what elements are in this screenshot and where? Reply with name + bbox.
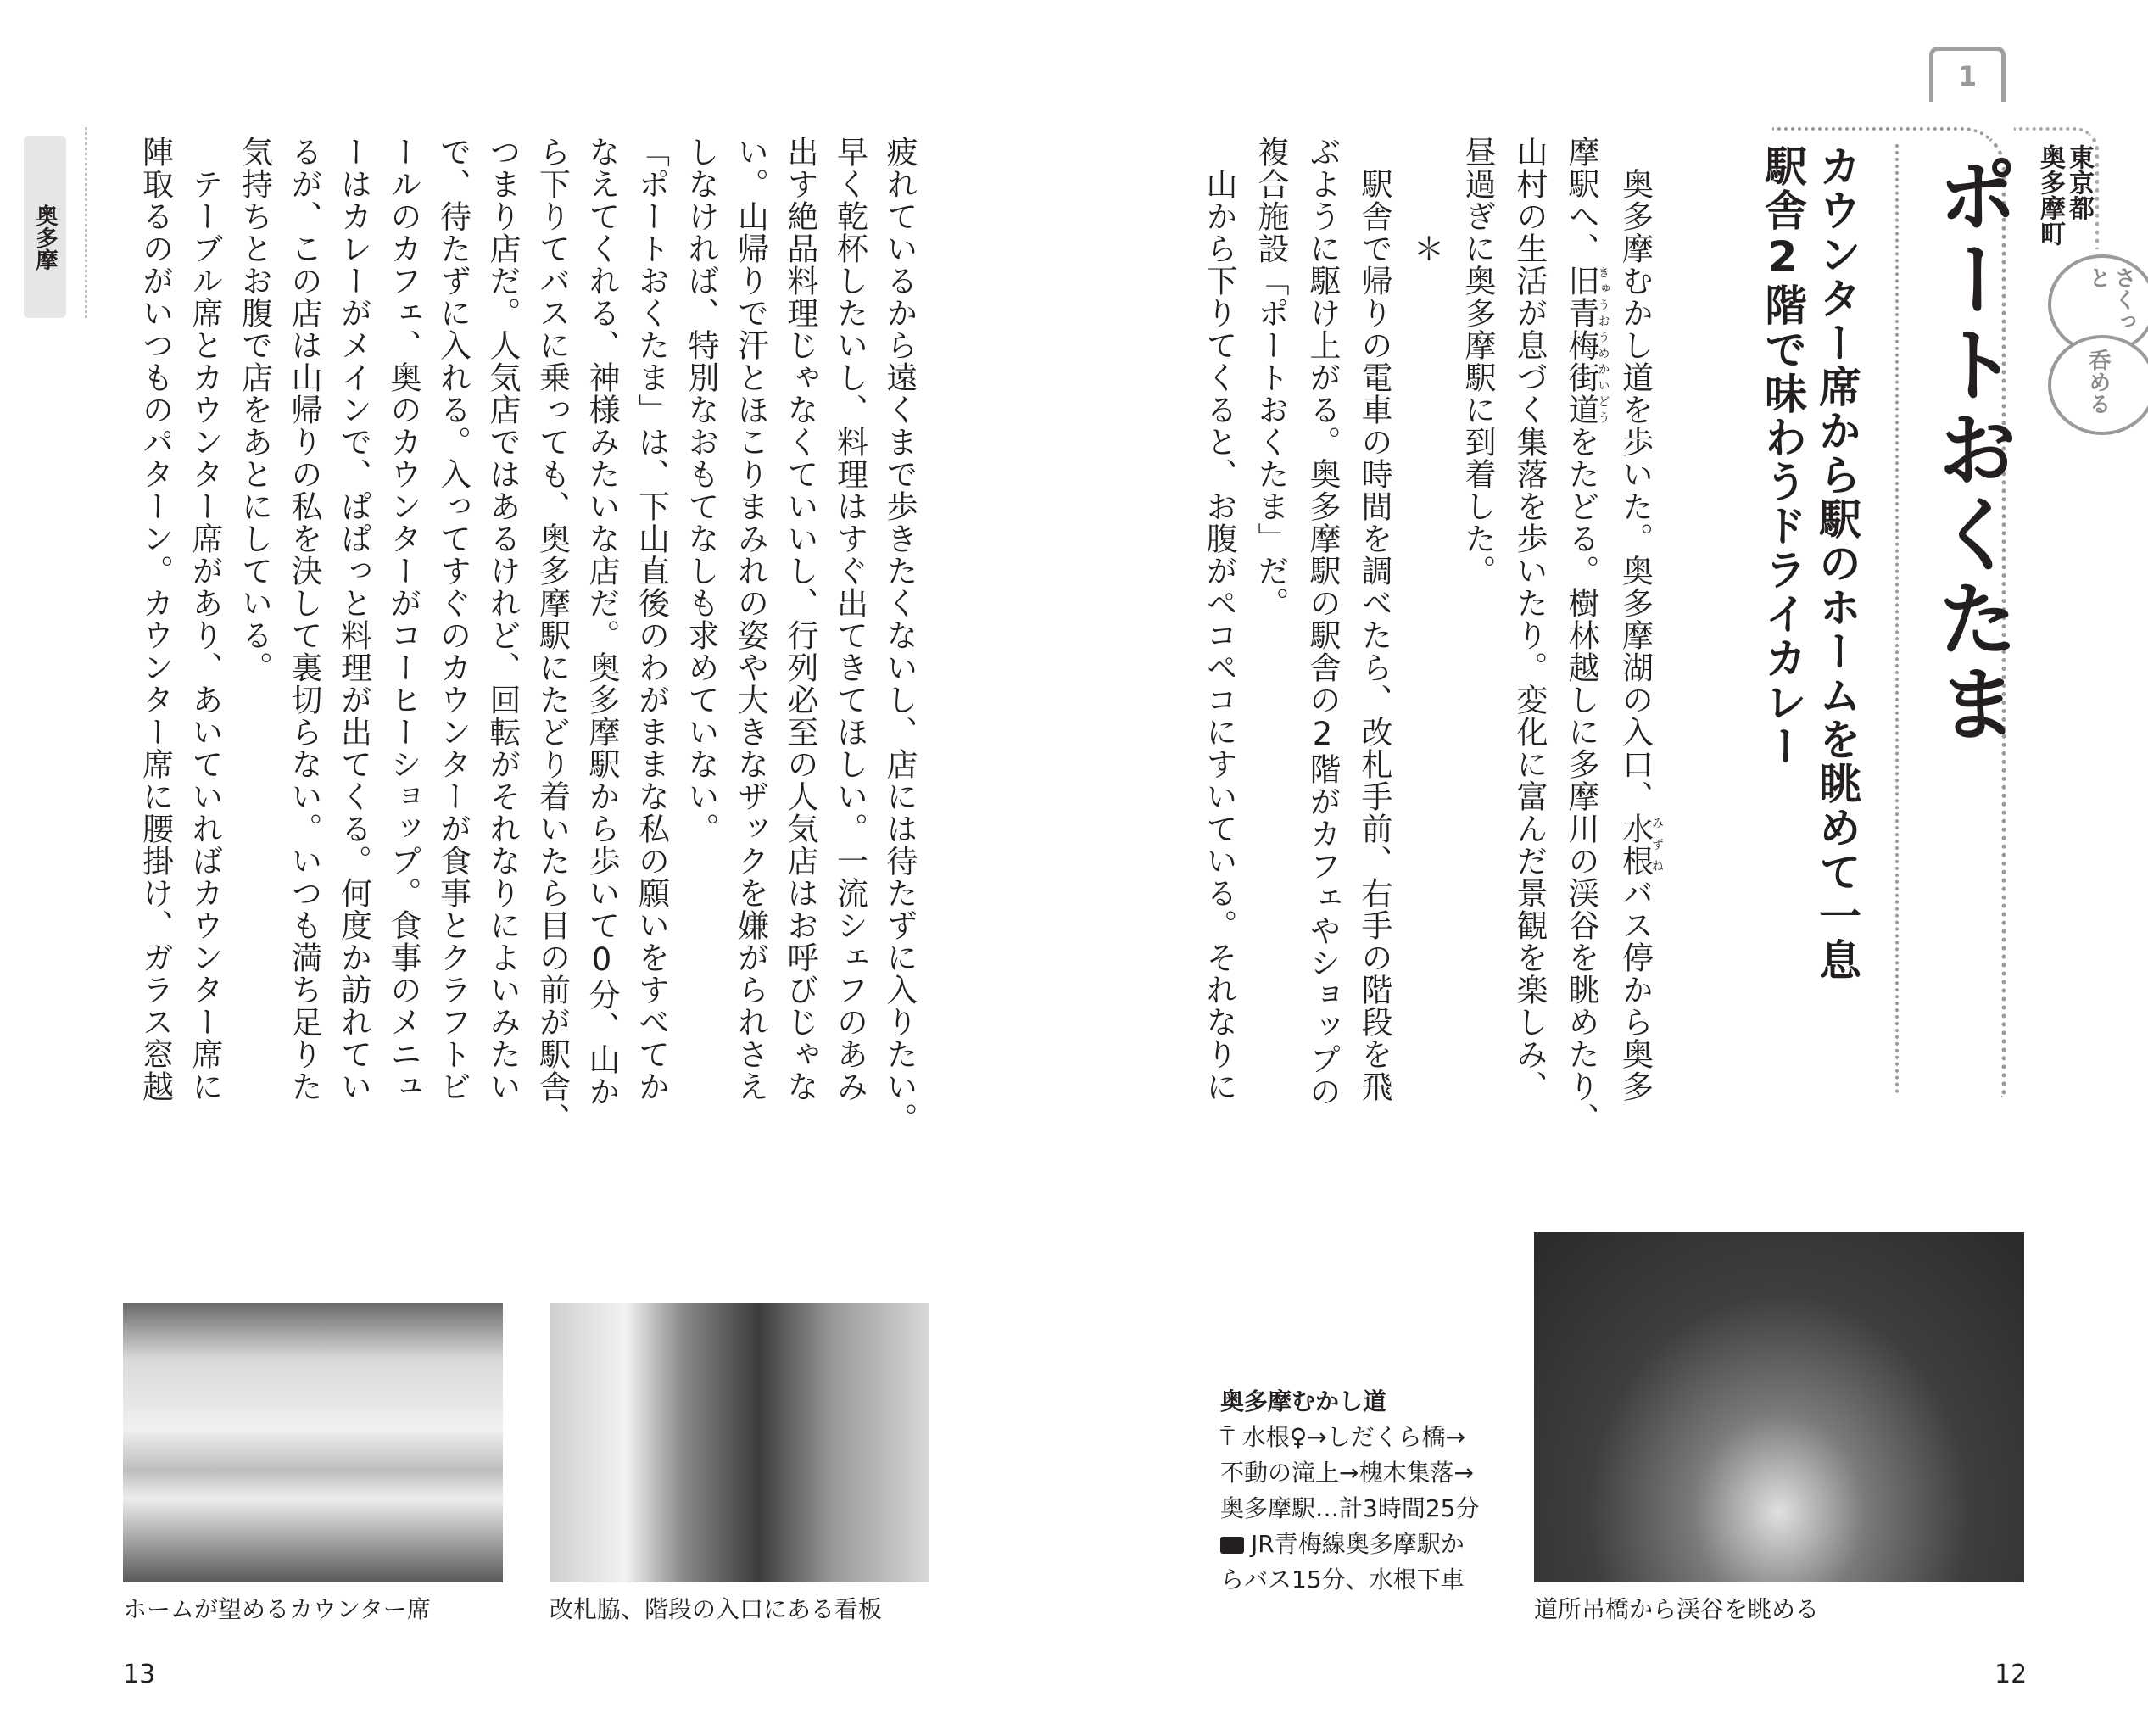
photo-caption: ホームが望めるカウンター席: [123, 1595, 431, 1623]
body-line: で、待たずに入れる。入ってすぐのカウンターが食事とクラフトビ: [434, 136, 471, 1102]
route-title: 奥多摩むかし道: [1220, 1387, 1387, 1415]
body-line: 駅舎で帰りの電車の時間を調べたら、改札手前、右手の階段を飛: [1356, 136, 1392, 1102]
body-line: ールのカフェ、奥のカウンターがコーヒーショップ。食事のメニュ: [385, 136, 421, 1102]
route-line: 不動の滝上→槐木集落→: [1220, 1459, 1474, 1487]
body-line: 奥多摩むかし道を歩いた。奥多摩湖の入口、水根みずねバス停から奥多: [1616, 168, 1664, 1102]
body-line: しなければ、特別なおもてなしも求めていない。: [683, 136, 719, 845]
section-tab: 奥多摩: [24, 136, 66, 318]
body-line: 疲れているから遠くまで歩きたくないし、店には待たずに入りたい。: [881, 136, 918, 1135]
location-tag: 東京都 奥多摩町: [2035, 144, 2094, 246]
body-line: 昼過ぎに奥多摩駅に到着した。: [1459, 136, 1496, 587]
subtitle: [1755, 144, 1864, 982]
walking-route-icon: ⍑: [1220, 1423, 1242, 1451]
body-line: 陣取るのがいつものパターン。カウンター席に腰掛け、ガラス窓越: [137, 136, 174, 1102]
body-line: るが、この店は山帰りの私を決して裏切らない。いつも満ち足りた: [286, 136, 322, 1102]
access-line: らバス15分、水根下車: [1220, 1566, 1465, 1594]
body-line: なえてくれる、神様みたいな店だ。奥多摩駅から歩いて0分、山か: [583, 136, 620, 1108]
right-body-text: [1193, 136, 1664, 1135]
body-line: い。山帰りで汗とほこりまみれの姿や大きなザックを嫌がられさえ: [732, 136, 769, 1102]
body-line: 山村の生活が息づく集落を歩いたり。変化に富んだ景観を楽しみ、: [1511, 136, 1548, 1102]
chapter-number: 1: [1929, 47, 2006, 102]
body-line: 複合施設「ポートおくたま」だ。: [1253, 136, 1289, 619]
photo-signboard: [550, 1303, 929, 1582]
subtitle-line: 駅舎2階で味わうドライカレー: [1758, 144, 1807, 768]
badge-bubble: 呑める: [2048, 335, 2148, 435]
left-body-text: [130, 136, 923, 1135]
body-line: 出す絶品料理じゃなくていいし、行列必至の人気店はお呼びじゃな: [782, 136, 818, 1102]
ruby-word: 旧青梅街道きゅうおうめかいどう: [1563, 265, 1610, 426]
route-line: ⍑ 水根♀→しだくら橋→: [1220, 1423, 1466, 1451]
body-line: つまり店だ。人気店ではあるけれど、回転がそれなりによいみたい: [484, 136, 521, 1102]
access-line: JR青梅線奥多摩駅か: [1220, 1527, 1479, 1562]
photo-gorge: [1534, 1232, 2024, 1582]
body-line: 山から下りてくると、お腹がペコペコにすいている。それなりに: [1201, 136, 1237, 1102]
subtitle-line: カウンター席から駅のホームを眺めて一息: [1812, 144, 1861, 982]
body-line: 早く乾杯したいし、料理はすぐ出てきてほしい。一流シェフのあみ: [831, 136, 868, 1102]
photo-caption: 道所吊橋から渓谷を眺める: [1534, 1595, 1820, 1623]
page-number-right: 12: [1995, 1660, 2028, 1689]
tab-divider: [85, 127, 87, 318]
title-divider: [1895, 144, 1899, 1094]
page-title: ポートおくたま: [1924, 153, 2019, 746]
body-line: ぶように駆け上がる。奥多摩駅の駅舎の2階がカフェやショップの: [1304, 136, 1341, 1108]
badge-bubble: さくっと: [2048, 254, 2148, 354]
body-line: ら下りてバスに乗っても、奥多摩駅にたどり着いたら目の前が駅舎、: [533, 136, 571, 1135]
route-line: 奥多摩駅…計3時間25分: [1220, 1494, 1480, 1522]
photo-caption: 改札脇、階段の入口にある看板: [550, 1595, 883, 1623]
page-number-left: 13: [123, 1660, 156, 1689]
photo-counter-seats: [123, 1303, 503, 1582]
body-line: ーはカレーがメインで、ぱぱっと料理が出てくる。何度か訪れてい: [335, 136, 372, 1102]
route-info: [1220, 1384, 1479, 1598]
body-line: 摩駅へ、旧青梅街道きゅうおうめかいどうをたどる。樹林越しに多摩川の渓谷を眺めたり、: [1563, 136, 1610, 1135]
body-line: 気持ちとお腹で店をあとにしている。: [236, 136, 273, 684]
bus-icon: [1220, 1537, 1244, 1554]
ruby-word: 水根みずね: [1616, 812, 1664, 877]
body-line: 「ポートおくたま」は、下山直後のわがままな私の願いをすべてか: [633, 136, 670, 1102]
section-break: ＊: [1408, 136, 1444, 265]
body-line: テーブル席とカウンター席があり、あいていればカウンター席に: [187, 136, 223, 1102]
